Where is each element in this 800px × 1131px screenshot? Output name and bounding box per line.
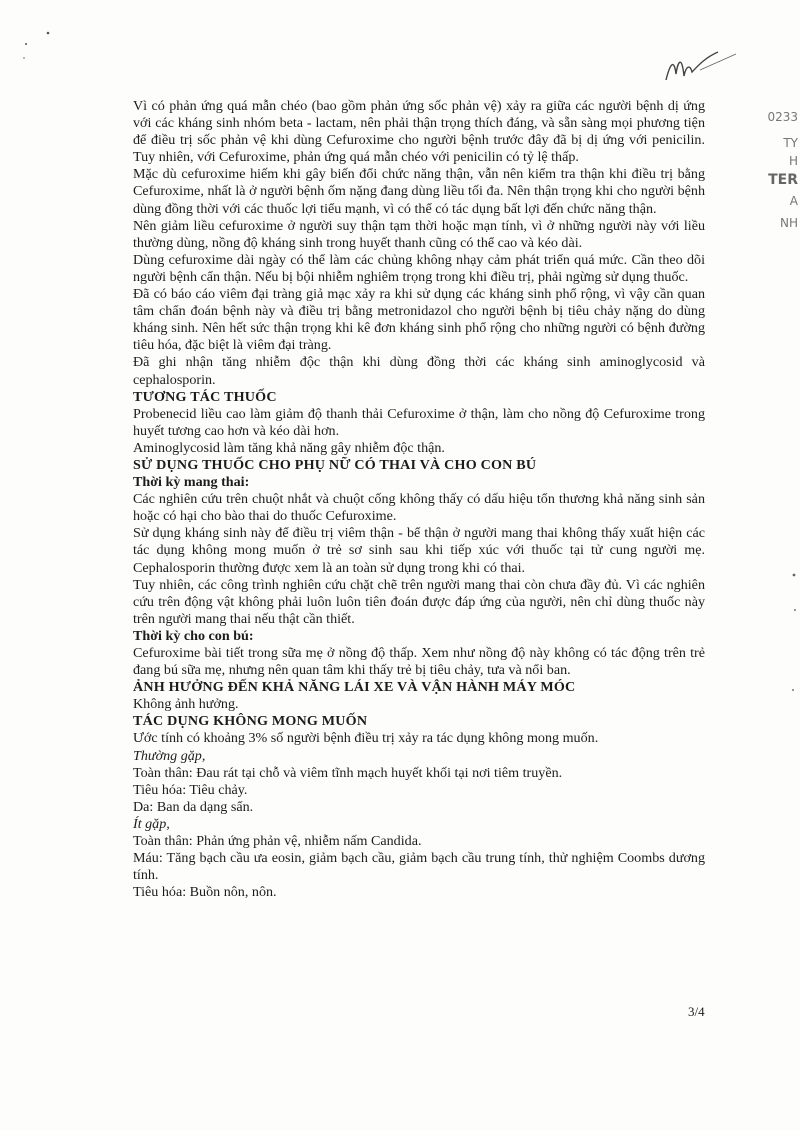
stamp-text: 0233 (767, 110, 798, 124)
paragraph: Đã có báo cáo viêm đại tràng giả mạc xảy ra khi sử dụng các kháng sinh phổ rộng, vì vậy cần quan tâm chẩn đoán bệnh này và điều trị bằng metronidazol cho người bệnh bị tiêu chảy nặng do dùng kháng sinh. Nên hết sức thận trọng khi kê đơn kháng sinh phổ rộng cho những người có bệnh đường tiêu hóa, đặc biệt là viêm đại tràng. (133, 286, 705, 354)
page-number: 3/4 (688, 1004, 705, 1019)
paragraph: Các nghiên cứu trên chuột nhắt và chuột cống không thấy có dấu hiệu tổn thương khả năng sinh sản hoặc có hại cho bào thai do thuốc Cefuroxime. (133, 491, 705, 525)
section-heading: TƯƠNG TÁC THUỐC (133, 388, 277, 405)
paragraph: Cefuroxime bài tiết trong sữa mẹ ở nồng độ thấp. Xem như nồng độ này không có tác động trên trẻ đang bú sữa mẹ, nhưng nên quan tâm khi thấy trẻ bị tiêu chảy, tưa và nổi ban. (133, 645, 705, 679)
paragraph: Dùng cefuroxime dài ngày có thể làm các chủng không nhạy cảm phát triển quá mức. Cần theo dõi người bệnh cẩn thận. Nếu bị bội nhiễm nghiêm trọng trong khi điều trị, phải ngừng sử dụng thuốc. (133, 251, 705, 285)
handwritten-initial (660, 50, 740, 90)
stamp-text: A (789, 194, 798, 208)
paragraph: Máu: Tăng bạch cầu ưa eosin, giảm bạch cầu, giảm bạch cầu trung tính, thử nghiệm Coombs dương tính. (133, 850, 705, 884)
stamp-fragment (762, 98, 800, 248)
paragraph: Toàn thân: Phản ứng phản vệ, nhiễm nấm Candida. (133, 833, 422, 850)
paragraph: Không ảnh hưởng. (133, 696, 239, 713)
paragraph: Ước tính có khoảng 3% số người bệnh điều trị xảy ra tác dụng không mong muốn. (133, 730, 599, 747)
paragraph: Tiêu hóa: Buồn nôn, nôn. (133, 884, 277, 901)
paragraph: Sử dụng kháng sinh này để điều trị viêm thận - bể thận ở người mang thai không thấy xuất hiện các tác dụng không mong muốn ở trẻ sơ sinh sau khi tiếp xúc với thuốc tại tử cung người mẹ. Cephalosporin thường được xem là an toàn sử dụng trong khi có thai. (133, 525, 705, 576)
paragraph: Đã ghi nhận tăng nhiễm độc thận khi dùng đồng thời các kháng sinh aminoglycosid và cephalosporin. (133, 354, 705, 388)
section-heading: ẢNH HƯỞNG ĐẾN KHẢ NĂNG LÁI XE VÀ VẬN HÀNH MÁY MÓC (133, 679, 576, 696)
frequency-label: Thường gặp, (133, 747, 206, 764)
paragraph: Mặc dù cefuroxime hiếm khi gây biến đổi chức năng thận, vẫn nên kiểm tra thận khi điều trị bằng Cefuroxime, nhất là ở người bệnh ốm nặng đang dùng liều tối đa. Nên thận trọng khi cho người bệnh dùng đồng thời với các thuốc lợi tiểu mạnh, vì có thể có tác dụng bất lợi đến chức năng thận. (133, 166, 705, 217)
paragraph: Aminoglycosid làm tăng khả năng gây nhiễm độc thận. (133, 439, 445, 456)
section-heading: SỬ DỤNG THUỐC CHO PHỤ NỮ CÓ THAI VÀ CHO CON BÚ (133, 456, 537, 473)
paragraph: Probenecid liều cao làm giảm độ thanh thải Cefuroxime ở thận, làm cho nồng độ Cefuroxime trong huyết tương cao hơn và kéo dài hơn. (133, 405, 705, 439)
stamp-text: TY (783, 136, 798, 150)
paragraph: Toàn thân: Đau rát tại chỗ và viêm tĩnh mạch huyết khối tại nơi tiêm truyền. (133, 764, 563, 781)
subsection-heading: Thời kỳ cho con bú: (133, 627, 254, 644)
paragraph: Tiêu hóa: Tiêu chảy. (133, 781, 248, 798)
document-body (133, 98, 705, 901)
stamp-text: TER (768, 172, 798, 188)
frequency-label: Ít gặp, (133, 815, 170, 832)
paragraph: Tuy nhiên, các công trình nghiên cứu chặt chẽ trên người mang thai còn chưa đầy đủ. Vì các nghiên cứu trên động vật không phải luôn luôn tiên đoán được đáp ứng của người, nên chỉ dùng thuốc này trên người mang thai nếu thật cần thiết. (133, 576, 705, 627)
paragraph: Vì có phản ứng quá mẫn chéo (bao gồm phản ứng sốc phản vệ) xảy ra giữa các người bệnh dị ứng với các kháng sinh nhóm beta - lactam, nên phải thận trọng thích đáng, và sẵn sàng mọi phương tiện để điều trị sốc phản vệ khi dùng Cefuroxime cho người bệnh trước đây đã bị dị ứng với penicilin. Tuy nhiên, với Cefuroxime, phản ứng quá mẫn chéo với penicilin có tỷ lệ thấp. (133, 98, 705, 166)
subsection-heading: Thời kỳ mang thai: (133, 474, 250, 491)
paragraph: Da: Ban da dạng sẩn. (133, 798, 254, 815)
paragraph: Nên giảm liều cefuroxime ở người suy thận tạm thời hoặc mạn tính, vì ở những người này với liều thường dùng, nồng độ kháng sinh trong huyết thanh cũng có thể cao và kéo dài. (133, 217, 705, 251)
stamp-text: NH (780, 216, 798, 230)
stamp-text: H (788, 154, 798, 168)
section-heading: TÁC DỤNG KHÔNG MONG MUỐN (133, 713, 368, 730)
